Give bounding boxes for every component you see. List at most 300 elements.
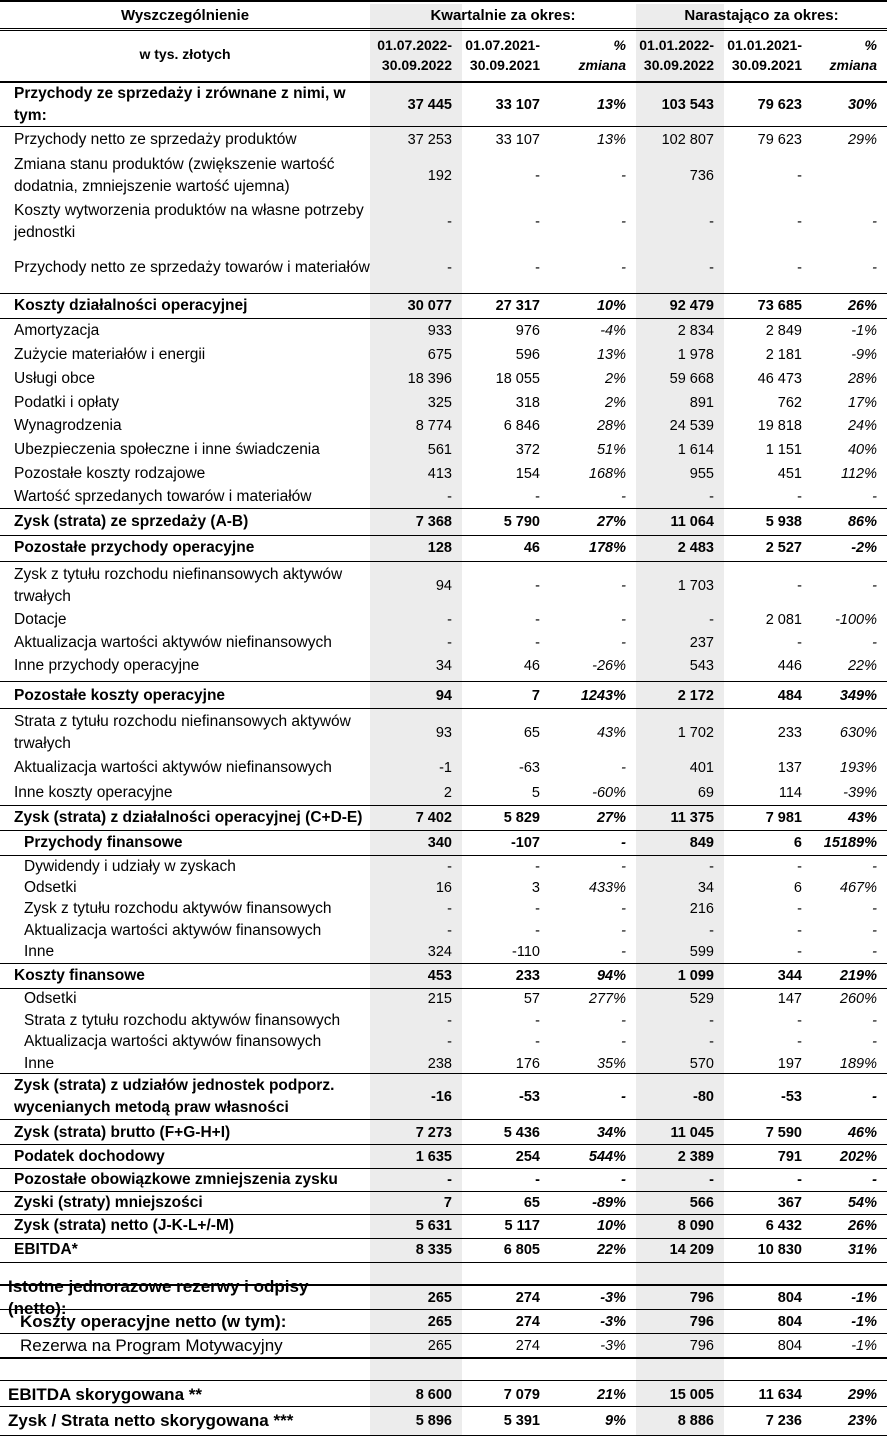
row-label: Inne (24, 1054, 55, 1072)
column-header-line: zmiana (578, 57, 626, 73)
value-cell: 10% (596, 1218, 626, 1234)
value-cell: - (447, 1033, 452, 1050)
value-cell: 5 938 (765, 514, 802, 530)
table-row (0, 631, 887, 655)
value-cell: 94 (435, 688, 452, 704)
value-cell: 254 (515, 1148, 540, 1165)
value-cell: 1 978 (677, 347, 714, 363)
table-row (0, 199, 887, 245)
value-cell: -53 (781, 1089, 802, 1105)
value-cell: 561 (427, 442, 452, 458)
value-cell: 79 623 (757, 132, 802, 148)
value-cell: - (709, 922, 714, 939)
row-label: Zysk (strata) z udziałów jednostek podporz. wycenianych metodą praw własności (14, 1077, 335, 1116)
column-header-line: % (613, 37, 626, 53)
table-row (0, 510, 887, 534)
row-label: Zmiana stanu produktów (zwiększenie wartość dodatnia, zmniejszenie wartość ujemna) (14, 156, 335, 195)
value-cell: 324 (427, 943, 452, 960)
value-cell: 168% (588, 466, 626, 482)
value-cell: 128 (427, 540, 452, 556)
value-cell: 274 (515, 1290, 540, 1306)
value-cell: - (621, 1089, 626, 1105)
row-label: Koszty operacyjne netto (w tym): (20, 1312, 287, 1331)
value-cell: - (447, 260, 452, 276)
value-cell: - (535, 1172, 540, 1188)
table-row (0, 654, 887, 678)
value-cell: 891 (689, 395, 714, 411)
value-cell: 57 (523, 990, 540, 1007)
table-row (0, 294, 887, 318)
row-label: Zysk (strata) netto (J-K-L+/-M) (14, 1217, 235, 1234)
value-cell: 11 375 (670, 809, 714, 826)
table-row (0, 898, 887, 919)
value-cell: 34 (697, 879, 714, 896)
value-cell: 7 368 (415, 514, 452, 530)
value-cell: 453 (427, 968, 452, 984)
value-cell: 11 045 (670, 1124, 714, 1141)
value-cell: 5 829 (503, 809, 540, 826)
value-cell: 137 (777, 760, 802, 776)
value-cell: -16 (431, 1089, 452, 1105)
value-cell: 112% (840, 466, 877, 482)
value-cell: 325 (427, 395, 452, 411)
value-cell: - (709, 214, 714, 230)
row-label: Zysk (strata) ze sprzedaży (A-B) (14, 513, 249, 530)
row-label: Koszty wytworzenia produktów na własne potrzeby jednostki (14, 202, 364, 241)
table-row (0, 1334, 887, 1358)
value-cell: - (709, 858, 714, 875)
value-cell: 5 117 (504, 1218, 540, 1234)
value-cell: 349% (839, 688, 877, 704)
value-cell: 467% (839, 879, 877, 896)
table-row (0, 831, 887, 854)
table-row (0, 1169, 887, 1191)
value-cell: - (872, 943, 877, 960)
table-row (0, 941, 887, 962)
row-label: Odsetki (24, 989, 77, 1007)
value-cell: 7 981 (765, 809, 802, 826)
value-cell: 51% (596, 442, 626, 458)
value-cell: 762 (777, 395, 802, 411)
value-cell: -60% (592, 785, 626, 801)
value-cell: 31% (847, 1242, 877, 1258)
table-row (0, 153, 887, 199)
table-row (0, 128, 887, 152)
row-label: Zużycie materiałów i energii (14, 346, 206, 363)
column-header-line: % (864, 37, 877, 53)
value-cell: - (797, 858, 802, 875)
value-cell: 796 (689, 1290, 714, 1306)
value-cell: 69 (697, 785, 714, 801)
column-title: Wyszczególnienie (120, 6, 250, 24)
value-cell: 197 (777, 1055, 802, 1072)
value-cell: 6 805 (503, 1242, 540, 1258)
value-cell: 65 (523, 725, 540, 741)
value-cell: - (797, 260, 802, 276)
row-label: Koszty finansowe (14, 967, 145, 984)
value-cell: 79 623 (757, 97, 802, 113)
value-cell: 46 473 (757, 371, 802, 387)
value-cell: - (872, 489, 877, 505)
value-cell: - (872, 1012, 877, 1029)
value-cell: -107 (510, 834, 540, 851)
value-cell: 189% (839, 1055, 877, 1072)
value-cell: - (621, 943, 626, 960)
value-cell: - (872, 922, 877, 939)
value-cell: - (872, 578, 877, 594)
column-header-line: 01.07.2021- (465, 37, 540, 53)
value-cell: 11 634 (758, 1387, 802, 1403)
value-cell: - (797, 1012, 802, 1029)
table-row (0, 1121, 887, 1144)
value-cell: - (535, 214, 540, 230)
value-cell: 46% (847, 1124, 877, 1141)
value-cell: 219% (839, 968, 877, 984)
row-label: Pozostałe koszty operacyjne (14, 687, 226, 704)
value-cell: 54% (847, 1195, 877, 1211)
table-row (0, 563, 887, 609)
value-cell: - (447, 900, 452, 917)
row-label: Aktualizacja wartości aktywów niefinansowych (14, 634, 332, 651)
value-cell: 17% (847, 395, 877, 411)
value-cell: - (797, 489, 802, 505)
value-cell: 7 236 (765, 1413, 802, 1429)
value-cell: 451 (777, 466, 802, 482)
value-cell: 9% (605, 1413, 626, 1429)
value-cell: 238 (427, 1055, 452, 1072)
column-header-5 (812, 32, 887, 78)
value-cell: 976 (515, 323, 540, 339)
row-label: Przychody netto ze sprzedaży towarów i materiałów (14, 259, 370, 276)
value-cell: - (621, 260, 626, 276)
row-label: Usługi obce (14, 370, 95, 387)
table-row (0, 391, 887, 415)
value-cell: 6 (793, 834, 802, 851)
table-row (0, 988, 887, 1009)
value-cell: 15189% (823, 834, 877, 851)
row-label: Aktualizacja wartości aktywów finansowych (24, 1032, 322, 1050)
rule-line (0, 1380, 887, 1381)
table-row (0, 438, 887, 462)
value-cell: - (621, 1172, 626, 1188)
column-header-line: 01.07.2022- (377, 37, 452, 53)
value-cell: -39% (843, 785, 877, 801)
value-cell: - (872, 635, 877, 651)
row-label: Dotacje (14, 611, 67, 628)
table-row (0, 486, 887, 508)
table-row (0, 319, 887, 343)
value-cell: -9% (851, 347, 877, 363)
value-cell: 65 (523, 1195, 540, 1211)
value-cell: 27% (596, 809, 626, 826)
value-cell: 3 (531, 879, 540, 896)
row-label: Aktualizacja wartości aktywów niefinansowych (14, 759, 332, 776)
table-row (0, 1031, 887, 1052)
value-cell: - (621, 214, 626, 230)
value-cell: 5 (531, 785, 540, 801)
value-cell: 6 (793, 879, 802, 896)
value-cell: 265 (427, 1290, 452, 1306)
value-cell: - (709, 1033, 714, 1050)
value-cell: - (447, 922, 452, 939)
value-cell: 2 849 (765, 323, 802, 339)
row-label: Wartość sprzedanych towarów i materiałów (14, 488, 312, 505)
value-cell: - (872, 214, 877, 230)
value-cell: 5 436 (503, 1124, 540, 1141)
row-label: Przychody finansowe (24, 833, 183, 851)
column-header-4 (724, 32, 812, 78)
row-label: Wynagrodzenia (14, 417, 122, 434)
value-cell: - (535, 858, 540, 875)
value-cell: -2% (851, 540, 877, 556)
value-cell: 92 479 (669, 298, 714, 314)
value-cell: -110 (512, 943, 540, 960)
row-label: Zysk z tytułu rozchodu aktywów finansowych (24, 899, 332, 917)
ytd-group-title: Narastająco za okres: (684, 6, 839, 24)
table-row (0, 806, 887, 829)
quarter-group-title: Kwartalnie za okres: (430, 6, 576, 24)
table-row (0, 1238, 887, 1262)
value-cell: 7 402 (415, 809, 452, 826)
value-cell: 94 (435, 578, 452, 594)
table-row (0, 684, 887, 708)
value-cell: 401 (689, 760, 714, 776)
value-cell: 216 (689, 900, 714, 917)
value-cell: -26% (592, 658, 626, 674)
value-cell: 33 107 (495, 132, 540, 148)
row-label: Inne (24, 942, 55, 960)
value-cell: 1 635 (415, 1148, 452, 1165)
rule-line (0, 1262, 887, 1263)
column-header-line: 01.01.2022- (639, 37, 714, 53)
row-label: Istotne jednorazowe rezerwy i odpisy (netto): (8, 1277, 309, 1318)
value-cell: 433% (588, 879, 626, 896)
table-row (0, 877, 887, 898)
value-cell: 27 317 (495, 298, 540, 314)
value-cell: -1% (851, 323, 877, 339)
table-row (0, 343, 887, 367)
value-cell: 22% (847, 658, 877, 674)
value-cell: 1 151 (765, 442, 802, 458)
value-cell: - (535, 612, 540, 628)
value-cell: 22% (596, 1242, 626, 1258)
table-row (0, 965, 887, 987)
value-cell: 6 846 (503, 418, 540, 434)
value-cell: 2 483 (677, 540, 714, 556)
value-cell: 27% (596, 514, 626, 530)
value-cell: -3% (600, 1290, 626, 1306)
value-cell: 274 (515, 1338, 540, 1354)
value-cell: 1 099 (677, 968, 714, 984)
value-cell: - (447, 612, 452, 628)
value-cell: - (872, 900, 877, 917)
table-row (0, 1053, 887, 1074)
row-label: Zysk (strata) z działalności operacyjnej (C+D-E) (14, 808, 363, 826)
row-label: Dywidendy i udziały w zyskach (24, 857, 236, 875)
value-cell: 30 077 (407, 298, 452, 314)
value-cell: 7 (443, 1195, 452, 1211)
table-row (0, 756, 887, 780)
row-label: Podatek dochodowy (14, 1147, 165, 1165)
value-cell: - (872, 260, 877, 276)
column-header-1 (462, 32, 550, 78)
value-cell: -89% (592, 1195, 626, 1211)
value-cell: 43% (596, 725, 626, 741)
value-cell: 33 107 (495, 97, 540, 113)
value-cell: 40% (847, 442, 877, 458)
value-cell: 484 (777, 688, 802, 704)
value-cell: - (535, 489, 540, 505)
table-row (0, 1383, 887, 1407)
value-cell: - (872, 858, 877, 875)
column-header-line: 30.09.2022 (381, 57, 452, 73)
value-cell: 233 (515, 968, 540, 984)
table-row (0, 781, 887, 805)
value-cell: 5 790 (503, 514, 540, 530)
table-row (0, 710, 887, 756)
value-cell: -100% (835, 612, 877, 628)
value-cell: 103 543 (661, 97, 714, 113)
value-cell: -80 (693, 1089, 714, 1105)
value-cell: 8 774 (415, 418, 452, 434)
row-label: Aktualizacja wartości aktywów finansowych (24, 921, 322, 939)
table-row (0, 84, 887, 126)
rule-line (0, 28, 887, 29)
value-cell: 265 (427, 1314, 452, 1330)
table-row (0, 536, 887, 560)
value-cell: 18 396 (407, 371, 452, 387)
value-cell: 43% (847, 809, 877, 826)
value-cell: - (621, 834, 626, 851)
value-cell: - (797, 635, 802, 651)
value-cell: 21% (596, 1387, 626, 1403)
value-cell: 46 (523, 658, 540, 674)
row-label: Zysk / Strata netto skorygowana *** (8, 1411, 294, 1430)
value-cell: 28% (596, 418, 626, 434)
value-cell: 955 (689, 466, 714, 482)
value-cell: - (621, 635, 626, 651)
value-cell: 566 (689, 1195, 714, 1211)
row-label: Odsetki (24, 878, 77, 896)
rule-line (0, 708, 887, 709)
value-cell: 796 (689, 1338, 714, 1354)
value-cell: 529 (689, 990, 714, 1007)
value-cell: - (535, 922, 540, 939)
value-cell: 6 432 (765, 1218, 802, 1234)
value-cell: -1% (851, 1338, 877, 1354)
row-label: Rezerwa na Program Motywacyjny (20, 1336, 283, 1355)
value-cell: 202% (839, 1148, 877, 1165)
value-cell: 570 (689, 1055, 714, 1072)
value-cell: 265 (427, 1338, 452, 1354)
row-label: Zyski (straty) mniejszości (14, 1194, 203, 1211)
value-cell: - (872, 1089, 877, 1105)
table-row (0, 462, 887, 486)
row-label: Przychody netto ze sprzedaży produktów (14, 131, 297, 148)
table-row (0, 1408, 887, 1434)
value-cell (812, 153, 887, 199)
value-cell: 102 807 (661, 132, 714, 148)
value-cell: 599 (689, 943, 714, 960)
value-cell: - (447, 489, 452, 505)
value-cell: 8 600 (415, 1387, 452, 1403)
value-cell: - (797, 214, 802, 230)
table-row (0, 856, 887, 877)
row-label: Strata z tytułu rozchodu aktywów finansowych (24, 1011, 341, 1029)
value-cell: 37 253 (407, 132, 452, 148)
value-cell: -3% (600, 1314, 626, 1330)
value-cell: - (535, 168, 540, 184)
value-cell: - (709, 612, 714, 628)
value-cell: 94% (596, 968, 626, 984)
column-header-line: 30.09.2022 (643, 57, 714, 73)
rule-line (0, 681, 887, 682)
value-cell: 7 590 (765, 1124, 802, 1141)
row-label: Podatki i opłaty (14, 394, 120, 411)
rule-line (0, 963, 887, 964)
value-cell: - (709, 489, 714, 505)
table-row (0, 920, 887, 941)
value-cell: 340 (427, 834, 452, 851)
value-cell: 35% (596, 1055, 626, 1072)
value-cell: 2 834 (677, 323, 714, 339)
value-cell: - (621, 858, 626, 875)
value-cell: - (621, 168, 626, 184)
value-cell: - (621, 900, 626, 917)
value-cell: 446 (777, 658, 802, 674)
value-cell: 630% (839, 725, 877, 741)
value-cell: -63 (519, 760, 540, 776)
value-cell: 2 181 (765, 347, 802, 363)
value-cell: - (797, 1172, 802, 1188)
value-cell: 26% (847, 1218, 877, 1234)
value-cell: 114 (778, 785, 802, 801)
value-cell: 2 172 (677, 688, 714, 704)
value-cell: 46 (523, 540, 540, 556)
value-cell: - (535, 1033, 540, 1050)
value-cell: 1 702 (677, 725, 714, 741)
value-cell: 675 (427, 347, 452, 363)
rule-line (0, 508, 887, 509)
value-cell: 344 (777, 968, 802, 984)
value-cell: 2% (605, 395, 626, 411)
value-cell: 2 389 (677, 1148, 714, 1165)
column-header-0 (370, 32, 462, 78)
value-cell: 7 273 (415, 1124, 452, 1141)
value-cell: 19 818 (757, 418, 802, 434)
value-cell: 23% (847, 1413, 877, 1429)
rule-line-heavy (0, 0, 887, 2)
value-cell: 5 391 (503, 1413, 540, 1429)
row-label: Inne przychody operacyjne (14, 657, 200, 674)
value-cell: - (797, 943, 802, 960)
value-cell: - (797, 900, 802, 917)
value-cell: - (621, 612, 626, 628)
column-header-line: zmiana (829, 57, 877, 73)
rule-line (0, 561, 887, 562)
rule-line (0, 1435, 887, 1436)
row-label: Koszty działalności operacyjnej (14, 297, 248, 314)
value-cell: 147 (777, 990, 802, 1007)
value-cell: 233 (777, 725, 802, 741)
value-cell: 10 830 (757, 1242, 802, 1258)
rule-line (0, 1119, 887, 1120)
value-cell: 318 (515, 395, 540, 411)
value-cell: - (447, 214, 452, 230)
value-cell: - (709, 1172, 714, 1188)
column-header-line: 30.09.2021 (731, 57, 802, 73)
value-cell: 367 (777, 1195, 802, 1211)
